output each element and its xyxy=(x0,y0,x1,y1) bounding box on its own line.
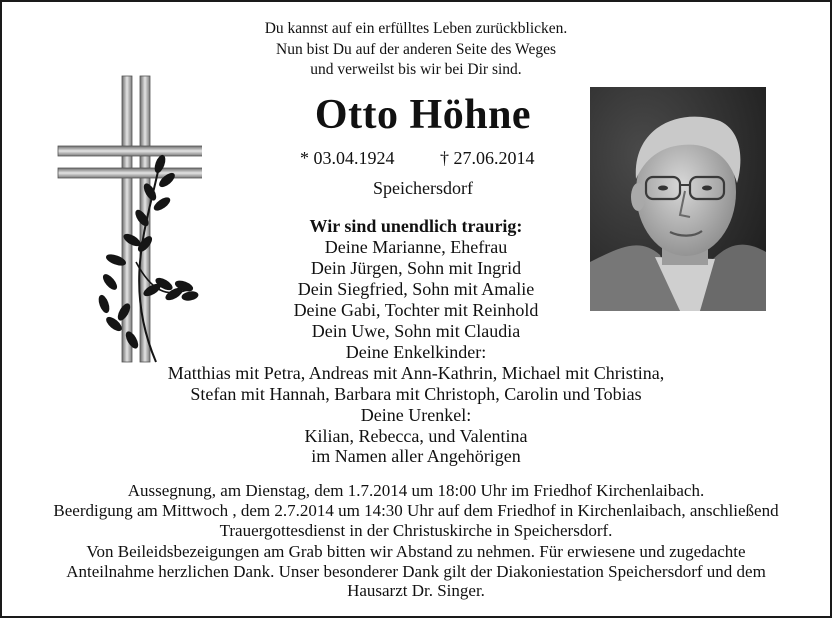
funeral-notice: Beerdigung am Mittwoch , dem 2.7.2014 um 14:30 Uhr auf dem Friedhof in Kirchenlaibach, anschließend xyxy=(53,501,779,520)
mourner-line: Deine Gabi, Tochter mit Reinhold xyxy=(293,300,539,320)
residence-place: Speichersdorf xyxy=(373,178,473,198)
death-date: † 27.06.2014 xyxy=(440,148,535,168)
mourner-line: Dein Siegfried, Sohn mit Amalie xyxy=(297,279,535,299)
service-notice: Trauergottesdienst in der Christuskirche in Speichersdorf. xyxy=(219,521,613,540)
grandchildren-line: Stefan mit Hannah, Barbara mit Christoph, Carolin und Tobias xyxy=(190,384,642,404)
mourner-line: Dein Uwe, Sohn mit Claudia xyxy=(311,321,521,341)
verse-line-2: Nun bist Du auf der anderen Seite des Weges xyxy=(276,41,556,58)
great-grandchildren-heading: Deine Urenkel: xyxy=(360,405,472,425)
thanks-line-2: Anteilnahme herzlichen Dank. Unser besonderer Dank gilt der Diakoniestation Speichersdorf und dem xyxy=(66,562,766,581)
verse-line-1: Du kannst auf ein erfülltes Leben zurückblicken. xyxy=(264,20,568,37)
thanks-line-3: Hausarzt Dr. Singer. xyxy=(347,581,485,600)
grandchildren-heading: Deine Enkelkinder: xyxy=(345,342,487,362)
birth-date: * 03.04.1924 xyxy=(300,148,395,168)
verse-line-3: und verweilst bis wir bei Dir sind. xyxy=(310,61,522,78)
deceased-name: Otto Höhne xyxy=(314,92,532,138)
great-grandchildren-line: Kilian, Rebecca, und Valentina xyxy=(304,426,528,446)
blessing-notice: Aussegnung, am Dienstag, dem 1.7.2014 um 18:00 Uhr im Friedhof Kirchenlaibach. xyxy=(127,481,705,500)
thanks-line-1: Von Beileidsbezeigungen am Grab bitten wir Abstand zu nehmen. Für erwiesene und zugedachte xyxy=(86,542,746,561)
mourner-line: Dein Jürgen, Sohn mit Ingrid xyxy=(310,258,522,278)
mourners-heading: Wir sind unendlich traurig: xyxy=(309,216,523,236)
grandchildren-line: Matthias mit Petra, Andreas mit Ann-Kathrin, Michael mit Christina, xyxy=(167,363,665,383)
on-behalf-line: im Namen aller Angehörigen xyxy=(311,446,521,466)
mourner-line: Deine Marianne, Ehefrau xyxy=(324,237,508,257)
